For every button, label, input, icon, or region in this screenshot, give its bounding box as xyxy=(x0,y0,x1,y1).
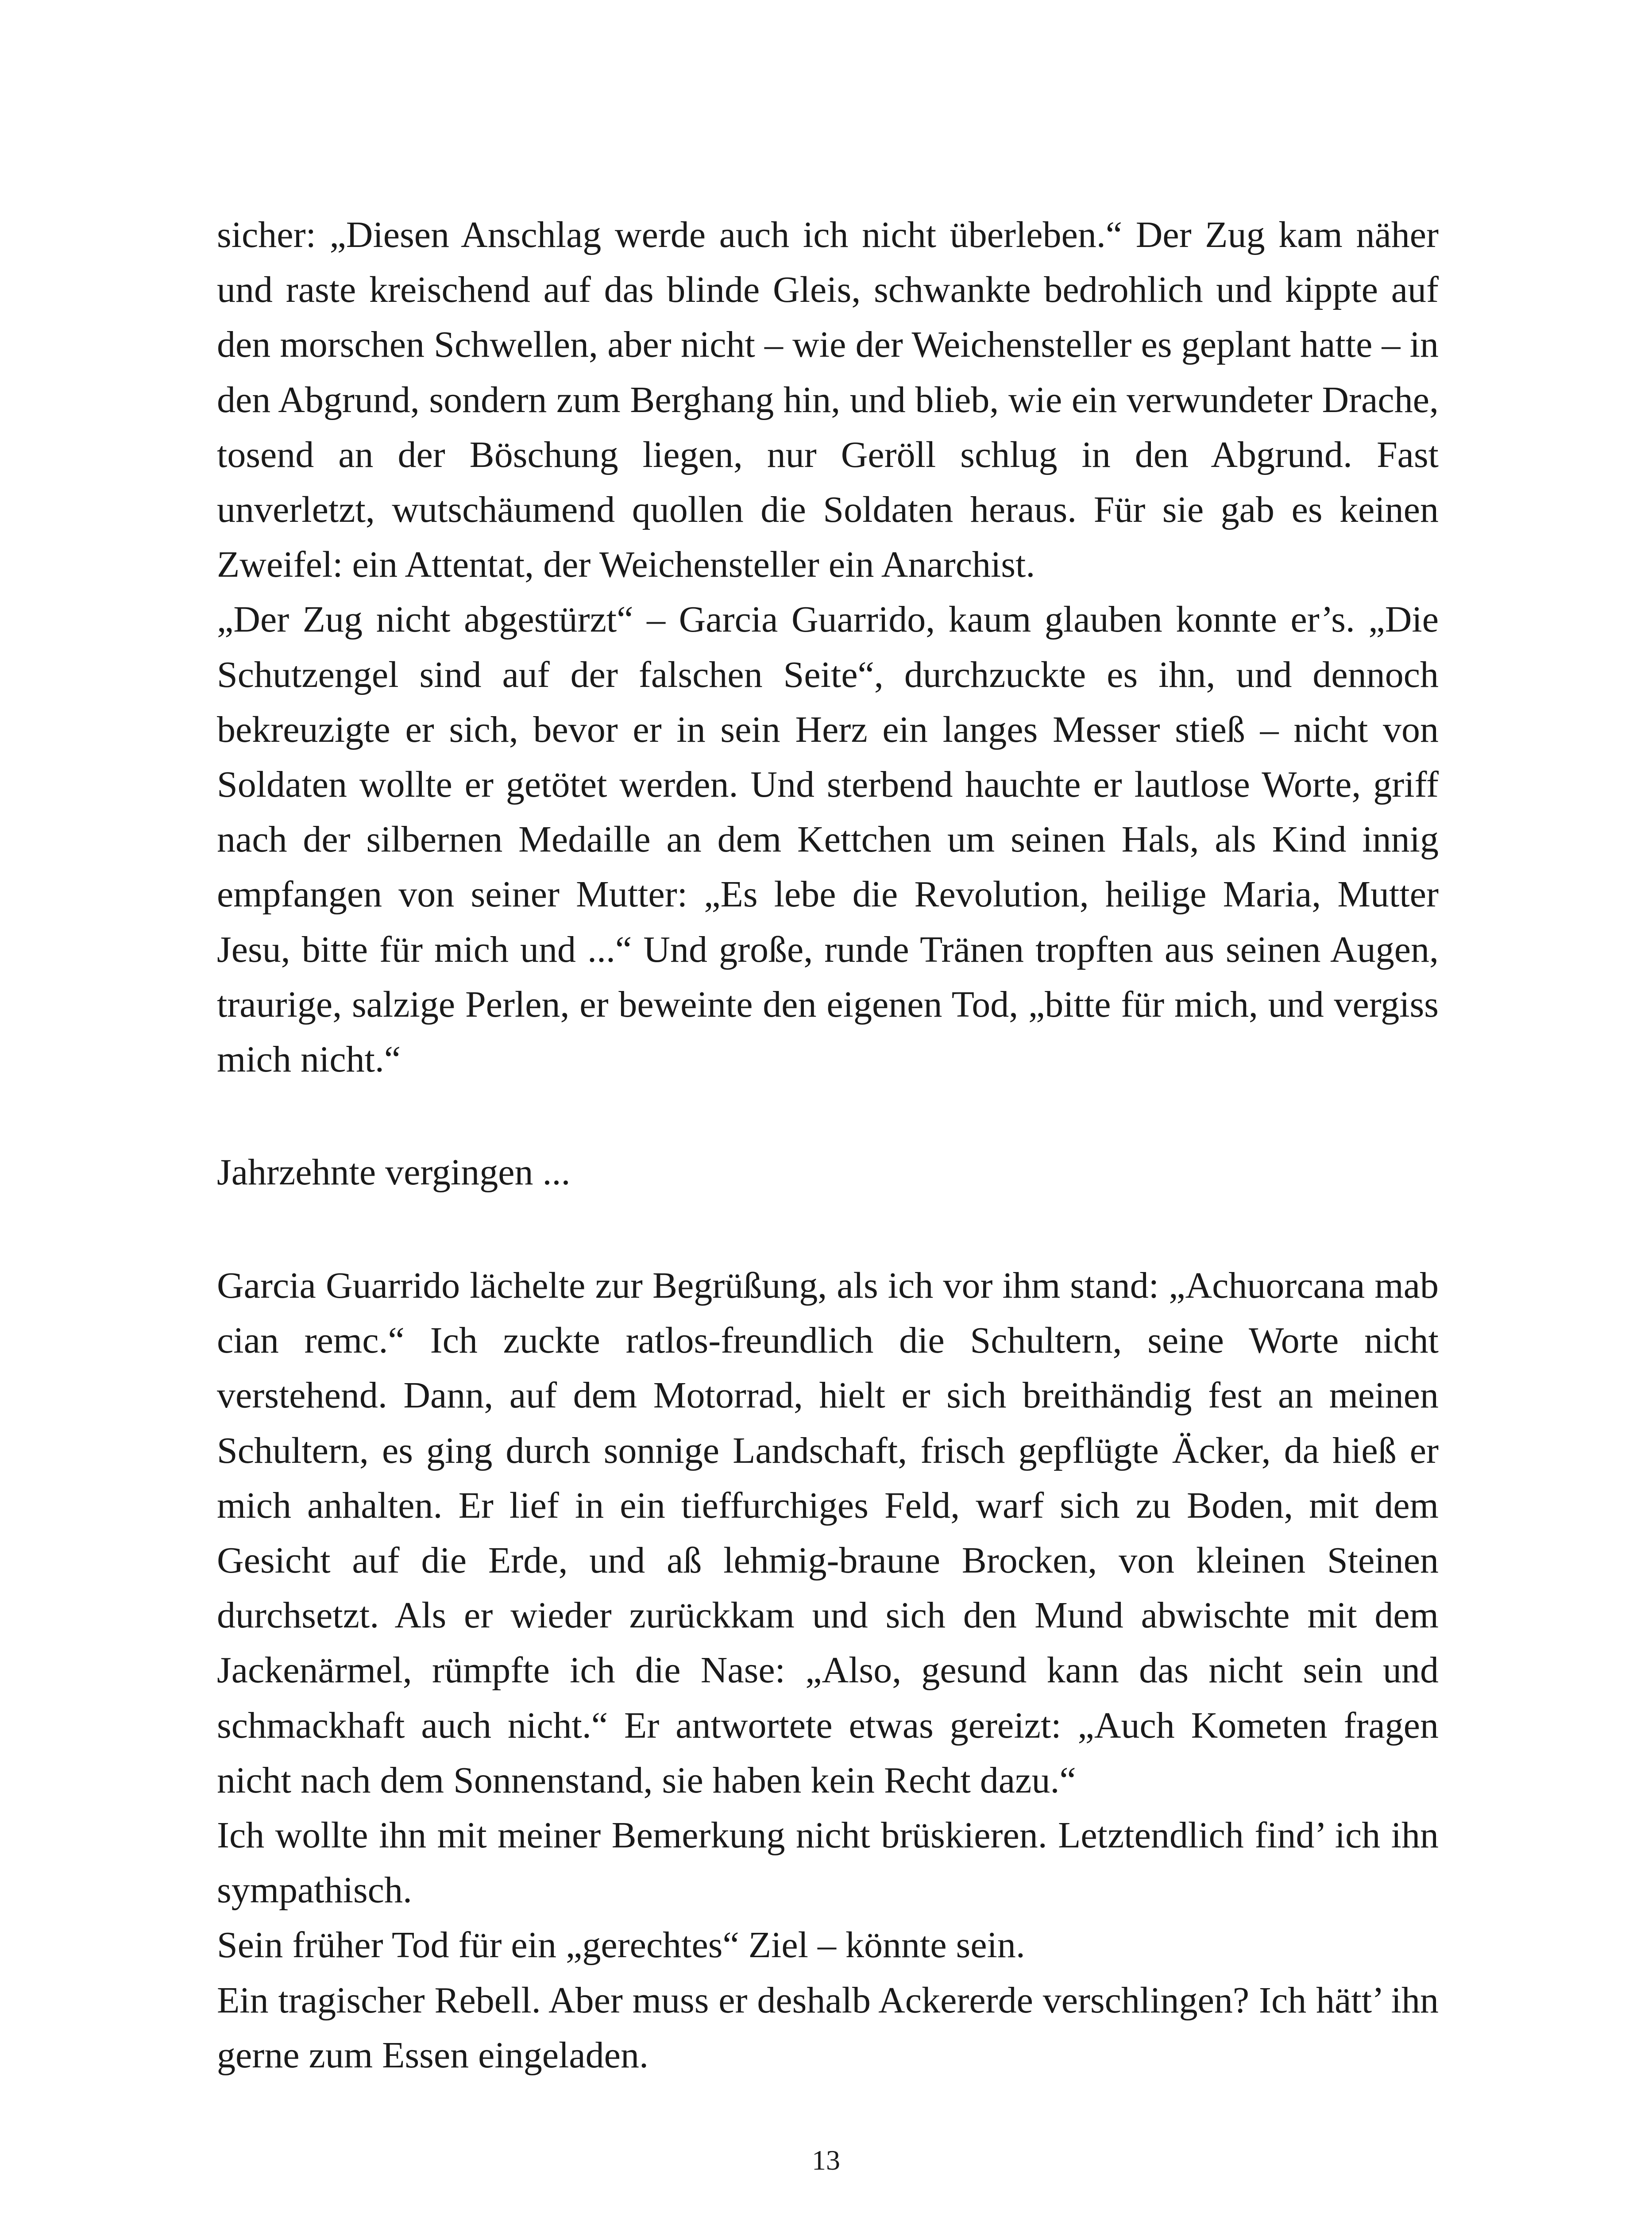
paragraph: Jahrzehnte vergingen ... xyxy=(217,1152,571,1193)
paragraph: sicher: „Diesen Anschlag werde auch ich nicht überleben.“ Der Zug kam näher und raste kreischend auf das blinde Gleis, schwankte bedrohlich und kippte auf den morschen Schwellen, aber nicht – wie der Weichensteller es geplant hatte – in den Abgrund, sondern zum Berghang hin, und blieb, wie ein verwundeter Drache, tosend an der Böschung liegen, nur Geröll schlug in den Abgrund. Fast unverletzt, wutschäumend quollen die Soldaten heraus. Für sie gab es keinen Zweifel: ein Attentat, der Weichensteller ein Anarchist. xyxy=(217,214,1439,586)
paragraph: „Der Zug nicht abgestürzt“ – Garcia Guarrido, kaum glauben konnte er’s. „Die Schutzengel sind auf der falschen Seite“, durchzuckte es ihn, und dennoch bekreuzigte er sich, bevor er in sein Herz ein langes Messer stieß – nicht von Soldaten wollte er getötet werden. Und sterbend hauchte er lautlose Worte, griff nach der silbernen Medaille an dem Kettchen um seinen Hals, als Kind innig empfangen von seiner Mutter: „Es lebe die Revolution, heilige Maria, Mutter Jesu, bitte für mich und ...“ Und große, runde Tränen tropften aus seinen Augen, traurige, salzige Perlen, er beweinte den eigenen Tod, „bitte für mich, und vergiss mich nicht.“ xyxy=(217,599,1439,1080)
text-block-3 xyxy=(217,1258,1439,2083)
paragraph: Sein früher Tod für ein „gerechtes“ Ziel – könnte sein. xyxy=(217,1924,1025,1966)
paragraph: Ich wollte ihn mit meiner Bemerkung nicht brüskieren. Letztendlich find’ ich ihn sympathisch. xyxy=(217,1815,1439,1911)
page-number: 13 xyxy=(812,2144,840,2176)
text-block-2 xyxy=(217,1145,1439,1200)
paragraph: Ein tragischer Rebell. Aber muss er deshalb Ackererde verschlingen? Ich hätt’ ihn gerne zum Essen eingeladen. xyxy=(217,1979,1439,2076)
paragraph: Garcia Guarrido lächelte zur Begrüßung, als ich vor ihm stand: „Achuorcana mab cian remc.“ Ich zuckte ratlos-freundlich die Schultern, seine Worte nicht verstehend. Dann, auf dem Motorrad, hielt er sich breithändig fest an meinen Schultern, es ging durch sonnige Landschaft, frisch gepflügte Äcker, da hieß er mich anhalten. Er lief in ein tieffurchiges Feld, warf sich zu Boden, mit dem Gesicht auf die Erde, und aß lehmig-braune Brocken, von kleinen Steinen durchsetzt. Als er wieder zurückkam und sich den Mund abwischte mit dem Jackenärmel, rümpfte ich die Nase: „Also, gesund kann das nicht sein und schmackhaft auch nicht.“ Er antwortete etwas gereizt: „Auch Kometen fragen nicht nach dem Sonnenstand, sie haben kein Recht dazu.“ xyxy=(217,1265,1439,1801)
text-block-1 xyxy=(217,208,1439,1087)
